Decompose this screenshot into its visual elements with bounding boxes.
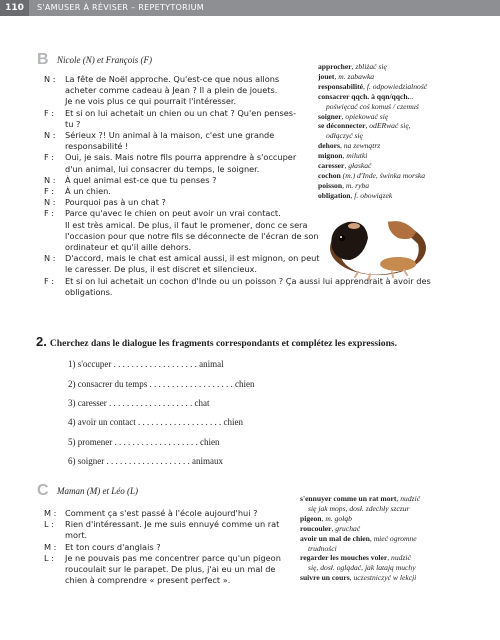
dialogue-line [44, 508, 304, 519]
speaker-label: F : [44, 107, 55, 118]
exercise-item-1: 1) s'occuper . . . . . . . . . . . . . . . . . . . animal [68, 359, 224, 369]
vocab-translation: , f. odpowiedzialność [363, 81, 428, 91]
vocab-translation: , odERwać się, [365, 121, 411, 131]
vocabulary-box-b [318, 62, 483, 201]
vocab-word: pigeon [300, 513, 322, 523]
speaker-label: N : [44, 174, 56, 185]
guinea-pig-image [318, 198, 430, 282]
speaker-label: F : [44, 152, 55, 163]
vocab-entry [300, 514, 485, 524]
vocab-word: soigner [318, 111, 342, 121]
exercise-number: 2. [36, 334, 47, 349]
dialogue-text: le caresser. De plus, il est discret et silencieux. [65, 264, 258, 275]
vocab-entry [300, 534, 485, 544]
vocab-entry [300, 544, 485, 554]
vocab-translation: odłączyć się [326, 131, 363, 141]
page-header [0, 0, 500, 16]
vocab-translation: , m. zabawka [334, 71, 375, 81]
dialogue-text: obligations. [65, 286, 113, 297]
dialogue-text: À quel animal est-ce que tu penses ? [65, 174, 217, 185]
vocab-entry [300, 524, 485, 534]
vocab-translation: , gruchać [331, 523, 361, 533]
vocab-translation: , mieć ogromne [369, 533, 417, 543]
exercise-item-2: 2) consacrer du temps . . . . . . . . . . . . . . . . . . . chien [68, 379, 255, 389]
section-b-title: Nicole (N) et François (F) [57, 55, 152, 65]
vocab-word: s'ennuyer comme un rat mort [300, 494, 397, 503]
dialogue-line [44, 553, 304, 587]
dialogue-text: responsabilité ! [65, 141, 129, 152]
header-title: S'AMUSER À RÉVISER – REPETYTORIUM [37, 3, 205, 12]
dialogue-text: Pourquoi pas à un chat ? [65, 197, 166, 208]
exercise-item-3: 3) caresser . . . . . . . . . . . . . . . . . . . chat [68, 398, 210, 408]
exercise-item-5: 5) promener . . . . . . . . . . . . . . . . . . . chien [68, 437, 220, 447]
vocab-translation: , m. ryba [342, 180, 370, 190]
vocab-entry [318, 121, 483, 131]
vocab-word: obligation [318, 190, 351, 200]
dialogue-text: chien à comprendre « present perfect ». [65, 575, 231, 586]
vocab-translation: trudności [308, 543, 337, 553]
vocab-entry [318, 72, 483, 82]
dialogue-text: tu ? [65, 118, 81, 129]
vocab-entry [300, 553, 485, 563]
vocab-word: poisson [318, 180, 343, 190]
vocab-entry [300, 494, 485, 504]
speaker-label: F : [44, 208, 55, 219]
exercise-instruction: Cherchez dans le dialogue les fragments correspondants et complétez les expressions. [49, 338, 398, 349]
vocabulary-box-c [300, 494, 485, 583]
dialogue-c [44, 508, 304, 586]
section-c-title: Maman (M) et Léo (L) [57, 486, 138, 496]
vocab-entry [318, 131, 483, 141]
dialogue-text: Et ton cours d'anglais ? [65, 541, 161, 552]
vocab-word: cochon [318, 170, 341, 180]
vocab-translation: , f. obowiązek [350, 190, 393, 200]
section-letter-c: C [37, 482, 49, 499]
vocab-translation: (m.) d'Inde, świnka morska [340, 170, 426, 180]
section-letter-b: B [37, 51, 49, 68]
vocab-translation: , m. gołąb [321, 513, 352, 523]
vocab-entry [318, 141, 483, 151]
vocab-word: responsabilité [318, 81, 364, 91]
vocab-translation: , uczestniczyć w lekcji [349, 573, 417, 583]
dialogue-text: Je ne vois plus ce qui pourrait l'intéresser. [65, 96, 237, 107]
dialogue-text: l'occasion pour que notre fils se déconnecte de l'écran de son [65, 230, 319, 241]
vocab-word: jouet [318, 71, 335, 81]
speaker-label: F : [44, 186, 55, 197]
speaker-label: L : [44, 519, 54, 530]
vocab-word: avoir un mal de chien [300, 533, 370, 543]
vocab-entry [300, 504, 485, 514]
vocab-entry [300, 573, 485, 583]
vocab-entry [318, 92, 483, 102]
vocab-translation: , na zewnątrz [339, 141, 381, 151]
dialogue-text: acheter comme cadeau à Jean ? Il a plein de jouets. [65, 85, 278, 96]
dialogue-text: Parce qu'avec le chien on peut avoir un vrai contact. [65, 208, 281, 219]
vocab-word: regarder les mouches voler [300, 553, 388, 563]
dialogue-text: À un chien. [65, 186, 111, 197]
dialogue-text: mort. [65, 530, 88, 541]
dialogue-text: La fête de Noël approche. Qu'est-ce que nous allons [65, 74, 280, 84]
speaker-label: M : [44, 508, 57, 518]
vocab-entry [318, 102, 483, 112]
vocab-entry [318, 112, 483, 122]
exercise-2-title [36, 334, 476, 349]
vocab-entry [318, 161, 483, 171]
dialogue-text: d'un animal, lui consacrer du temps, le soigner. [65, 163, 260, 174]
vocab-translation: , zbliżać się [351, 62, 387, 71]
vocab-translation: , nudzić [387, 553, 411, 563]
exercise-item-4: 4) avoir un contact . . . . . . . . . . . . . . . . . . . chien [68, 417, 243, 427]
dialogue-text: Et si on lui achetait un cochon d'Inde ou un poisson ? Ça aussi lui apprendrait à avoir des [65, 275, 431, 286]
speaker-label: N : [44, 130, 56, 141]
vocab-word: se déconnecter [318, 121, 366, 131]
vocab-entry [318, 62, 483, 72]
vocab-word: caresser [318, 161, 345, 171]
dialogue-line [44, 542, 304, 553]
vocab-word: suivre un cours [300, 573, 350, 583]
vocab-translation: , milutki [342, 151, 368, 161]
vocab-entry [300, 563, 485, 573]
speaker-label: M : [44, 541, 57, 552]
dialogue-text: roucoulait sur le parapet. De plus, j'ai eu un mal de [65, 564, 276, 575]
vocab-entry [318, 151, 483, 161]
vocab-translation: , głaskać [344, 161, 372, 171]
vocab-word: approcher [318, 62, 352, 71]
dialogue-text: Sérieux ?! Un animal à la maison, c'est une grande [65, 130, 275, 141]
dialogue-text: Comment ça s'est passé à l'école aujourd'hui ? [65, 508, 258, 518]
dialogue-text: D'accord, mais le chat est amical aussi, il est mignon, on peut [65, 253, 320, 264]
vocab-word: dehors [318, 141, 340, 151]
dialogue-text: ordinateur et qu'il aille dehors. [65, 242, 192, 253]
speaker-label: N : [44, 197, 56, 208]
dialogue-text: Je ne pouvais pas me concentrer parce qu'un pigeon [65, 552, 281, 563]
vocab-entry [318, 82, 483, 92]
vocab-translation: poświęcać coś komuś / czemuś [326, 101, 419, 111]
vocab-translation: się jak mops, dosł. zdechły szczur [308, 503, 410, 513]
vocab-translation: , nudzić [396, 494, 421, 503]
speaker-label: F : [44, 275, 55, 286]
dialogue-text: Et si on lui achetait un chien ou un chat ? Qu'en penses- [65, 107, 297, 118]
vocab-word: consacrer qqch. à qqn/qqch. [318, 91, 410, 101]
speaker-label: L : [44, 552, 54, 563]
vocab-word: roucouler [300, 523, 332, 533]
dialogue-text: Il est très amical. De plus, il faut le promener, donc ce sera [65, 219, 308, 230]
dialogue-text: Oui, je sais. Mais notre fils pourra apprendre à s'occuper [65, 152, 297, 163]
exercise-item-6: 6) soigner . . . . . . . . . . . . . . . . . . . animaux [68, 456, 223, 466]
vocab-translation: .. [409, 91, 414, 101]
dialogue-text: Rien d'intéressant. Je me suis ennuyé comme un rat [65, 519, 280, 530]
vocab-entry [318, 181, 483, 191]
vocab-translation: się, dosł. oglądać, jak latają muchy [308, 563, 416, 573]
vocab-entry [318, 171, 483, 181]
speaker-label: N : [44, 253, 56, 264]
dialogue-line [44, 519, 304, 541]
speaker-label: N : [44, 74, 56, 84]
vocab-translation: , opiekować się [341, 111, 389, 121]
vocab-word: mignon [318, 151, 343, 161]
page-number: 110 [0, 0, 29, 16]
